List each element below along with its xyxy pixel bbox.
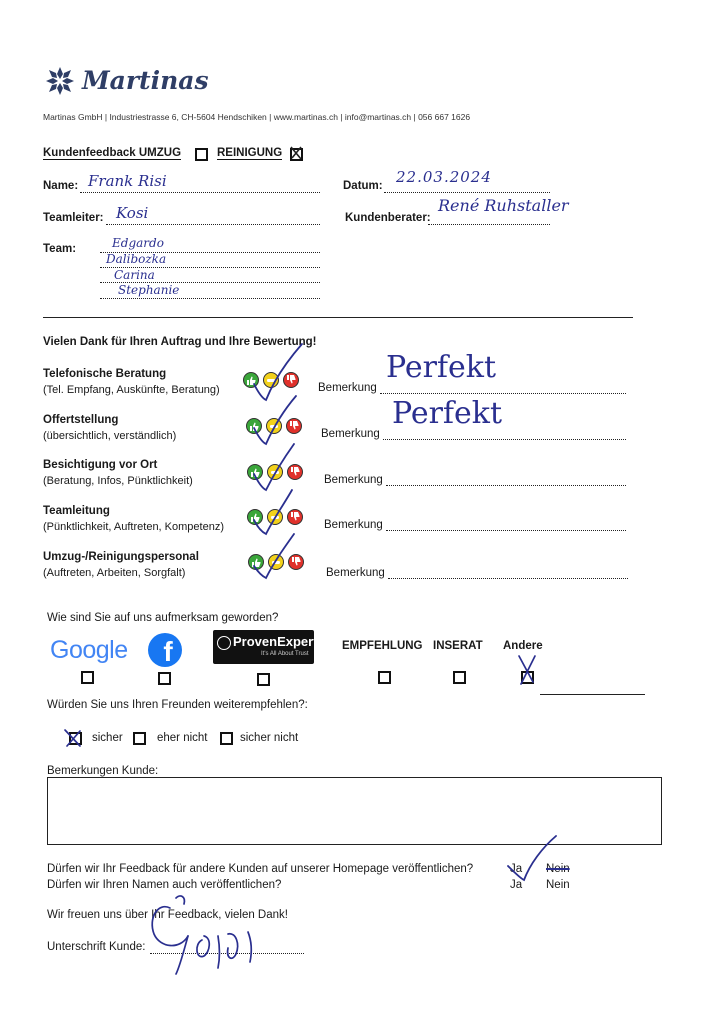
inserat-checkbox[interactable] (453, 671, 466, 684)
reinigung-check-mark (289, 145, 309, 161)
brand-name: Martinas (82, 66, 209, 95)
remark-field[interactable]: Perfekt (386, 350, 497, 385)
form-title-umzug: Kundenfeedback UMZUG (43, 147, 182, 159)
rating-subtitle: (Auftreten, Arbeiten, Sorgfalt) (43, 567, 186, 579)
andere-field-line (540, 694, 645, 695)
andere-label: Andere (503, 640, 543, 652)
remark-line (386, 530, 626, 531)
inserat-label: INSERAT (433, 640, 483, 652)
rating-title: Besichtigung vor Ort (43, 459, 158, 471)
provenexpert-badge-icon (217, 636, 231, 650)
comments-label: Bemerkungen Kunde: (47, 765, 159, 777)
name-label: Name: (43, 180, 79, 192)
provenexpert-checkbox[interactable] (257, 673, 270, 686)
kundenberater-field-line (428, 224, 550, 225)
remark-label: Bemerkung (324, 519, 383, 531)
kundenberater-field[interactable]: René Ruhstaller (438, 196, 569, 215)
sicher-check-mark (62, 727, 86, 749)
rating-intro: Vielen Dank für Ihren Auftrag und Ihre Bewertung! (43, 336, 317, 348)
teamleiter-field-line (106, 224, 320, 225)
comments-box[interactable] (47, 777, 662, 845)
facebook-icon: f (148, 633, 182, 667)
google-wordmark: Google (50, 636, 128, 664)
rating-subtitle: (übersichtlich, verständlich) (43, 430, 177, 442)
sicher-nicht-label: sicher nicht (240, 732, 299, 744)
rating-title: Umzug-/Reinigungspersonal (43, 551, 199, 563)
company-address: Martinas GmbH | Industriestrasse 6, CH-5604 Hendschiken | www.martinas.ch | info@martinas.ch | 056 667 1626 (43, 112, 471, 122)
sicher-label: sicher (92, 732, 123, 744)
remark-line (388, 578, 628, 579)
remark-line (380, 393, 626, 394)
date-field[interactable]: 22.03.2024 (396, 168, 492, 186)
google-logo (50, 636, 128, 665)
name-field[interactable]: Frank Risi (88, 172, 167, 190)
team-line-4 (100, 298, 320, 299)
reinigung-label: REINIGUNG (217, 147, 283, 159)
eher-nicht-label: eher nicht (157, 732, 208, 744)
remark-label: Bemerkung (324, 474, 383, 486)
team-member-4[interactable]: Stephanie (118, 283, 180, 297)
facebook-checkbox[interactable] (158, 672, 171, 685)
provenexpert-tagline: It's All About Trust (261, 651, 309, 657)
remark-line (386, 485, 626, 486)
martinas-logo-icon (45, 66, 75, 96)
kundenberater-label: Kundenberater: (345, 212, 431, 224)
name-field-line (80, 192, 320, 193)
provenexpert-logo (213, 630, 318, 664)
umzug-checkbox[interactable] (195, 148, 208, 161)
team-member-2[interactable]: Dalibozka (106, 252, 167, 266)
publish-q2-nein[interactable]: Nein (546, 879, 570, 891)
teamleiter-field[interactable]: Kosi (116, 204, 149, 222)
customer-signature[interactable] (140, 888, 270, 978)
empfehlung-label: EMPFEHLUNG (342, 640, 423, 652)
signature-label: Unterschrift Kunde: (47, 941, 146, 953)
rating-subtitle: (Beratung, Infos, Pünktlichkeit) (43, 475, 193, 487)
teamleiter-label: Teamleiter: (43, 212, 104, 224)
rating-check-marks (240, 340, 340, 580)
date-label: Datum: (343, 180, 383, 192)
team-member-3[interactable]: Carina (114, 268, 155, 282)
remark-label: Bemerkung (326, 567, 385, 579)
empfehlung-checkbox[interactable] (378, 671, 391, 684)
section-divider (43, 317, 633, 318)
thanks-text: Wir freuen uns über Ihr Feedback, vielen Dank! (47, 909, 288, 921)
rating-subtitle: (Pünktlichkeit, Auftreten, Kompetenz) (43, 521, 224, 533)
date-field-line (384, 192, 550, 193)
publish-check-mark (504, 834, 564, 884)
remark-line (383, 439, 626, 440)
publish-question-1: Dürfen wir Ihr Feedback für andere Kunden auf unserer Homepage veröffentlichen? (47, 863, 474, 875)
team-label: Team: (43, 243, 77, 255)
publish-q2-ja[interactable]: Ja (510, 879, 523, 891)
source-question: Wie sind Sie auf uns aufmerksam geworden? (47, 612, 279, 624)
form-title (43, 147, 181, 160)
recommend-question: Würden Sie uns Ihren Freunden weiterempfehlen?: (47, 699, 308, 711)
rating-subtitle: (Tel. Empfang, Auskünfte, Beratung) (43, 384, 220, 396)
publish-question-2: Dürfen wir Ihren Namen auch veröffentlichen? (47, 879, 282, 891)
rating-title: Teamleitung (43, 505, 110, 517)
publish-q1-nein[interactable]: Nein (546, 863, 570, 875)
remark-label: Bemerkung (318, 382, 377, 394)
rating-title: Offertstellung (43, 414, 119, 426)
andere-check-mark (515, 654, 541, 686)
google-checkbox[interactable] (81, 671, 94, 684)
publish-q1-ja[interactable]: Ja (510, 863, 523, 875)
rating-title: Telefonische Beratung (43, 368, 167, 380)
eher-nicht-checkbox[interactable] (133, 732, 146, 745)
brand-logo (45, 66, 75, 96)
remark-label: Bemerkung (321, 428, 380, 440)
provenexpert-wordmark: ProvenExpert (233, 634, 318, 649)
remark-field[interactable]: Perfekt (392, 396, 503, 431)
team-member-1[interactable]: Edgardo (112, 236, 164, 250)
sicher-nicht-checkbox[interactable] (220, 732, 233, 745)
